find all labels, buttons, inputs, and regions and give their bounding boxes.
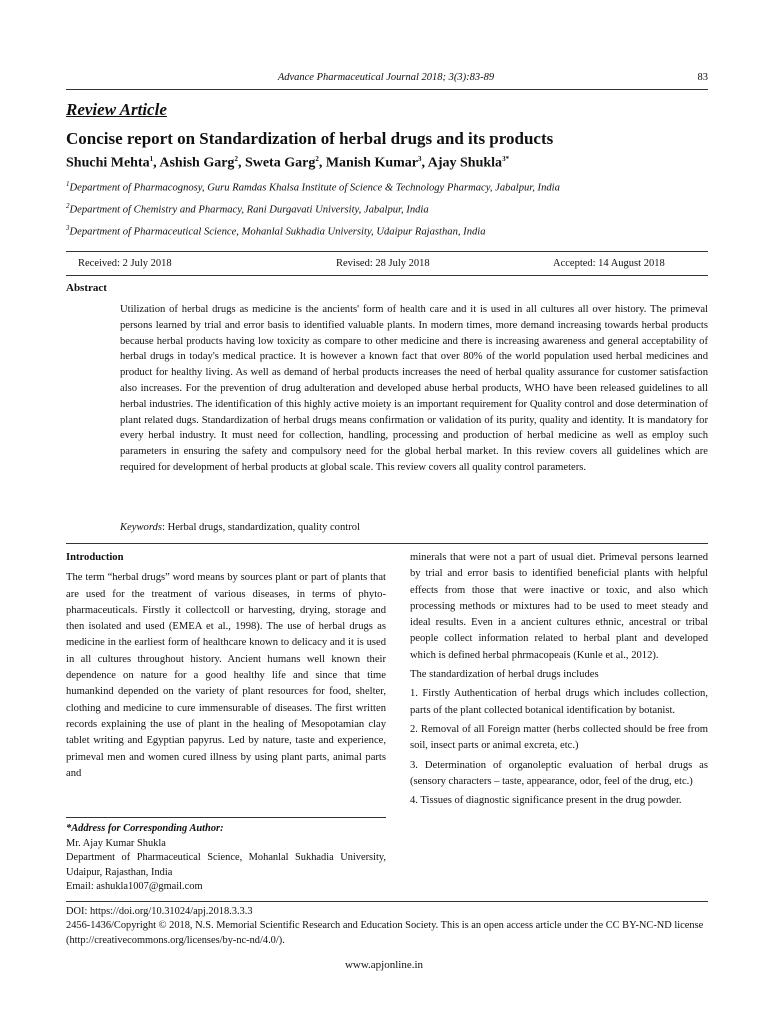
revised-date: Revised: 28 July 2018 [336, 258, 430, 269]
author: Sweta Garg [244, 155, 316, 171]
affiliation [66, 180, 560, 194]
author-sup: 3 [418, 155, 422, 163]
affiliation-sup: 3 [66, 224, 70, 232]
left-column [66, 550, 386, 782]
author: Shuchi Mehta [66, 155, 150, 171]
author-sup: 2 [234, 155, 238, 163]
footer [66, 905, 708, 948]
website-link[interactable]: www.apjonline.in [344, 959, 424, 971]
keywords [120, 522, 360, 533]
correspondence-dept: Department of Pharmaceutical Science, Mohanlal Sukhadia University, Udaipur, Rajasthan, India [66, 852, 386, 878]
affiliation [66, 224, 486, 238]
page-number: 83 [697, 72, 708, 83]
abstract-text: Utilization of herbal drugs as medicine is the ancients' form of health care and it is used in all cultures all over history. The primeval persons learned by trial and error basis to identified valuable plants. In modern times, more demand increasing towards herbal products because herbal products having low toxicity as compare to other medicine and there is increasing awareness and general acceptability of herbal drugs in today's medical practice. It is however a known fact that over 80% of the world population used herbal medicines and product for healthy living. As well as demand of herbal products increases the need of herbal quality assurance for customer satisfaction also increases. For the prevention of drug adulteration and developed abuse herbal products, WHO have been released guidelines to all herbal industries. The identification of this highly active moiety is an important requirement for Quality control and dose determination of plant related dugs. Standardization of herbal drugs means confirmation or validation of its purity, quality and identity. It is mandatory for every herbal industry. It must need for collection, handling, processing and production of herbal medicine as well as employ such parameters in ensuring the safety and compulsory need for the global herbal market. In this review covers all guidelines which are required for development of herbal products at global scale. This review covers all quality control parameters. [120, 304, 708, 473]
affiliation-text: Department of Pharmaceutical Science, Mohanlal Sukhadia University, Udaipur Rajasthan, India [69, 226, 486, 238]
author-sup: 1 [149, 155, 154, 163]
received-date: Received: 2 July 2018 [78, 258, 172, 269]
author-list: Shuchi Mehta$^1$, Ashish Garg$^2$, Sweta Garg$^2$, Manish Kumar$^3$, Ajay Shukla$^{3*}$ [66, 155, 510, 171]
correspondence-email: Email: ashukla1007@gmail.com [66, 881, 203, 893]
accepted-date: Accepted: 14 August 2018 [553, 258, 665, 269]
keywords-text: : Herbal drugs, standardization, quality control [161, 522, 360, 533]
affiliation-sup: 2 [66, 202, 70, 210]
keywords-label: Keywords [120, 522, 162, 533]
list-item: 1. Firstly Authentication of herbal drugs which includes collection, parts of the plant collected botanical identification by botanist. [410, 688, 708, 716]
copyright-text: 2456-1436/Copyright © 2018, N.S. Memorial Scientific Research and Education Society. This is an open access article under the CC BY-NC-ND license (http://creativecommons.org/licenses/by-nc-nd/4.0/). [66, 920, 704, 946]
affiliation-text: Department of Pharmacognosy, Guru Ramdas Khalsa Institute of Science & Technology Pharmacy, Jabalpur, India [69, 182, 560, 194]
introduction-continued: minerals that were not a part of usual diet. Primeval persons learned by trial and error basis to identified beneficial plants with helpful effects from those that were inactive or toxic, and also which processing methods or mixtures had to be used to meet steady and ideal results. Even in a ancient cultures ethnic, ancestral or tribal people collect information related to herbal plant and developed which is defined herbal phrmacopeais (Kunle et al., 2012). [410, 552, 708, 661]
standardization-heading: The standardization of herbal drugs includes [410, 669, 599, 681]
article-title: Concise report on Standardization of herbal drugs and its products [66, 129, 554, 148]
list-item: 3. Determination of organoleptic evaluation of herbal drugs as (sensory characters – taste, appearance, odor, feel of the drug, etc.) [410, 759, 708, 787]
correspondence-block [66, 822, 386, 895]
list-item: 2. Removal of all Foreign matter (herbs collected should be free from soil, insect parts or animal excreta, etc.) [410, 723, 708, 752]
doi-link[interactable]: DOI: https://doi.org/10.31024/apj.2018.3.3.3 [66, 906, 253, 917]
header-rule [66, 89, 708, 90]
affiliation-text: Department of Chemistry and Pharmacy, Rani Durgavati University, Jabalpur, India [69, 204, 429, 216]
correspondence-name: Mr. Ajay Kumar Shukla [66, 837, 166, 849]
author-sup: 2 [315, 155, 319, 163]
dates-top-rule [66, 251, 708, 252]
dates-bottom-rule [66, 275, 708, 276]
affiliation [66, 202, 429, 216]
article-type: Review Article [66, 100, 167, 119]
correspondence-heading: *Address for Corresponding Author: [66, 823, 224, 834]
right-column [410, 550, 708, 812]
footer-rule [66, 901, 708, 902]
author: Ashish Garg [159, 155, 235, 171]
introduction-text: The term “herbal drugs” word means by sources plant or part of plants that are used for the treatment of various diseases, in terms of phyto-pharmaceuticals. Firstly it collectcoll or harvesting, drying, storage and then isolated and used (EMEA et al., 1998). The use of herbal drugs as medicine in the earliest form of healthcare known to delicacy and it is used in all cultures throughout history. Ancient humans well known their dependence on nature for a good healthy life and since that time humankind depended on the variety of plant resources for food, shelter, clothing and medicine to cure immensurable of diseases. The first written records explaining the use of plant in the healing of Mesopotamian clay tablet writing and Egyptian papyrus. Led by nature, taste and experience, primeval men and women cured illness by using plant parts, animal parts and [66, 572, 386, 779]
list-item: 4. Tissues of diagnostic significance present in the drug powder. [410, 795, 682, 807]
journal-header: Advance Pharmaceutical Journal 2018; 3(3):83-89 [277, 72, 495, 83]
abstract-bottom-rule [66, 543, 708, 544]
correspondence-rule [66, 817, 386, 818]
abstract-heading: Abstract [66, 282, 107, 294]
author: Manish Kumar [325, 155, 419, 171]
affiliation-sup: 1 [66, 180, 70, 188]
author: Ajay Shukla [427, 155, 503, 171]
introduction-heading: Introduction [66, 552, 124, 563]
author-sup: 3* [502, 155, 510, 163]
